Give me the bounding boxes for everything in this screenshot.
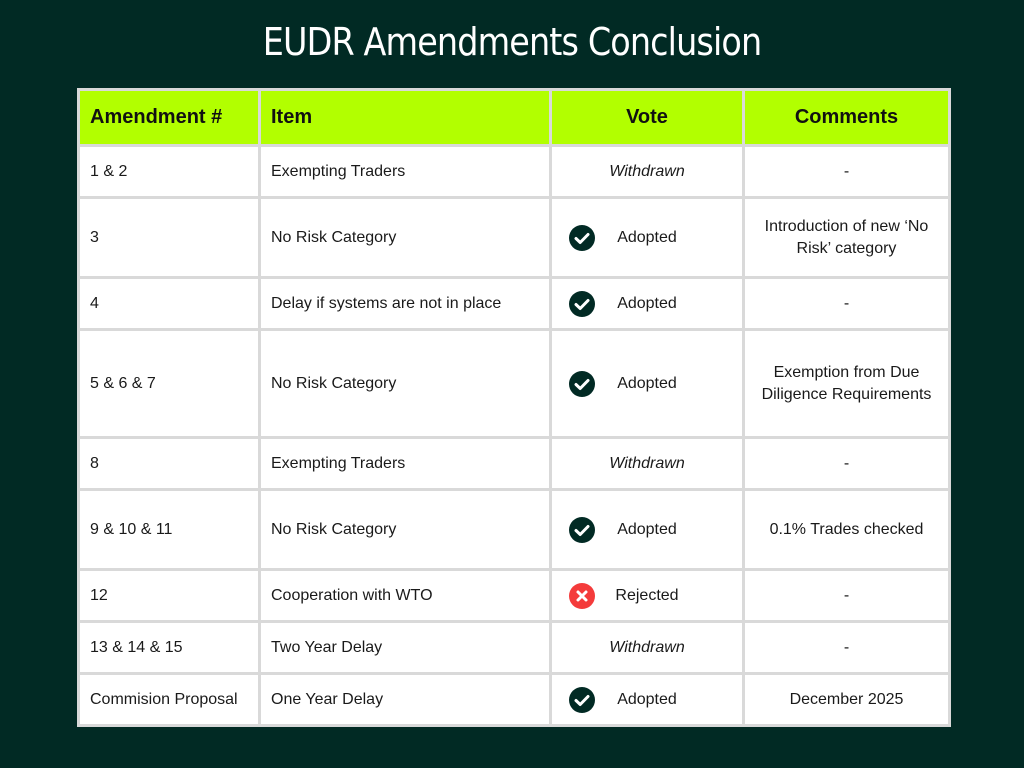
amendments-table bbox=[77, 88, 951, 727]
check-circle-icon bbox=[569, 687, 595, 713]
table-row bbox=[79, 438, 950, 490]
amendment-item: No Risk Category bbox=[260, 490, 551, 570]
amendment-item: No Risk Category bbox=[260, 198, 551, 278]
vote-status: Withdrawn bbox=[609, 454, 685, 472]
vote-status: Withdrawn bbox=[609, 162, 685, 180]
vote-cell bbox=[551, 570, 744, 622]
comment: Exemption from Due Diligence Requirements bbox=[744, 330, 950, 438]
table-row bbox=[79, 674, 950, 726]
comment: - bbox=[744, 278, 950, 330]
comment: - bbox=[744, 570, 950, 622]
comment: 0.1% Trades checked bbox=[744, 490, 950, 570]
amendment-item: Exempting Traders bbox=[260, 146, 551, 198]
vote-status: Withdrawn bbox=[609, 638, 685, 656]
vote-status: Rejected bbox=[615, 586, 679, 604]
table-row bbox=[79, 622, 950, 674]
comment: - bbox=[744, 146, 950, 198]
amendment-number: 5 & 6 & 7 bbox=[79, 330, 260, 438]
comment: - bbox=[744, 622, 950, 674]
table-row bbox=[79, 278, 950, 330]
table-row bbox=[79, 146, 950, 198]
comment: Introduction of new ‘No Risk’ category bbox=[744, 198, 950, 278]
vote-status: Adopted bbox=[617, 520, 677, 538]
vote-status: Adopted bbox=[617, 690, 677, 708]
comment: - bbox=[744, 438, 950, 490]
amendment-number: 13 & 14 & 15 bbox=[79, 622, 260, 674]
amendment-number: 9 & 10 & 11 bbox=[79, 490, 260, 570]
vote-cell bbox=[551, 198, 744, 278]
vote-cell bbox=[551, 146, 744, 198]
amendment-number: 1 & 2 bbox=[79, 146, 260, 198]
table-body bbox=[79, 146, 950, 726]
table-row bbox=[79, 490, 950, 570]
table-row bbox=[79, 570, 950, 622]
amendment-item: Two Year Delay bbox=[260, 622, 551, 674]
table-header-row bbox=[79, 90, 950, 146]
amendment-item: No Risk Category bbox=[260, 330, 551, 438]
table-row bbox=[79, 198, 950, 278]
header-comments: Comments bbox=[744, 90, 950, 146]
header-vote: Vote bbox=[551, 90, 744, 146]
table-row bbox=[79, 330, 950, 438]
vote-cell bbox=[551, 330, 744, 438]
comment: December 2025 bbox=[744, 674, 950, 726]
vote-cell bbox=[551, 674, 744, 726]
vote-cell bbox=[551, 622, 744, 674]
amendment-number: 8 bbox=[79, 438, 260, 490]
amendment-item: Delay if systems are not in place bbox=[260, 278, 551, 330]
vote-cell bbox=[551, 490, 744, 570]
vote-status: Adopted bbox=[617, 228, 677, 246]
check-circle-icon bbox=[569, 291, 595, 317]
vote-cell bbox=[551, 438, 744, 490]
check-circle-icon bbox=[569, 517, 595, 543]
page-title: EUDR Amendments Conclusion bbox=[262, 20, 762, 64]
amendment-number: 12 bbox=[79, 570, 260, 622]
vote-cell bbox=[551, 278, 744, 330]
vote-status: Adopted bbox=[617, 294, 677, 312]
x-circle-icon bbox=[569, 583, 595, 609]
header-item: Item bbox=[260, 90, 551, 146]
check-circle-icon bbox=[569, 225, 595, 251]
amendment-number: 3 bbox=[79, 198, 260, 278]
amendment-number: 4 bbox=[79, 278, 260, 330]
vote-status: Adopted bbox=[617, 374, 677, 392]
header-amendment: Amendment # bbox=[79, 90, 260, 146]
check-circle-icon bbox=[569, 371, 595, 397]
amendment-item: One Year Delay bbox=[260, 674, 551, 726]
amendment-item: Cooperation with WTO bbox=[260, 570, 551, 622]
amendment-number: Commision Proposal bbox=[79, 674, 260, 726]
amendment-item: Exempting Traders bbox=[260, 438, 551, 490]
